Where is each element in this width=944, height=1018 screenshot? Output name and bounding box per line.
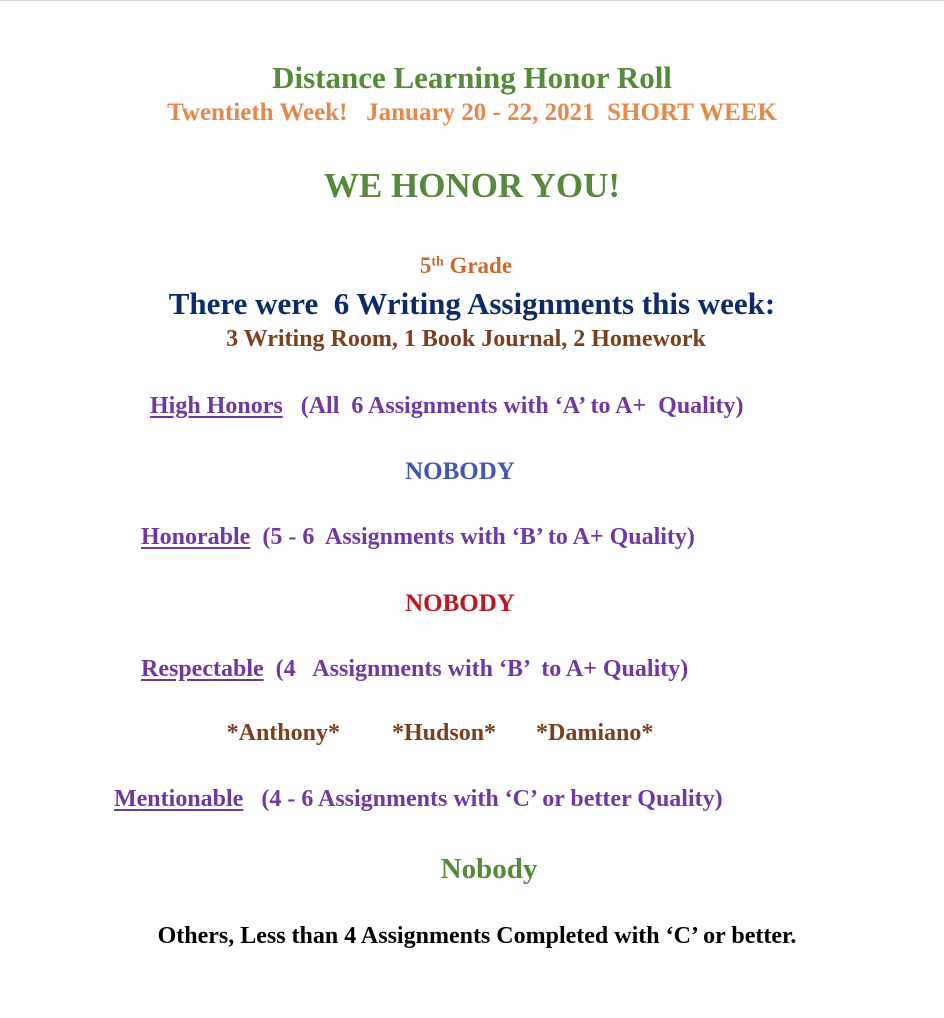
student-name: *Hudson*	[391, 720, 497, 746]
grade-label	[0, 254, 938, 277]
tier-high-result: NOBODY	[405, 458, 515, 485]
tier-high-criteria: (All 6 Assignments with ‘A’ to A+ Quality)	[282, 393, 744, 419]
tier-high-name: High Honors	[150, 393, 283, 419]
tier-honorable-name: Honorable	[141, 524, 251, 550]
assignment-count: There were 6 Writing Assignments this week:	[168, 286, 776, 321]
grade-suffix: th	[431, 253, 444, 269]
headline: WE HONOR YOU!	[323, 166, 621, 205]
assignment-breakdown: 3 Writing Room, 1 Book Journal, 2 Homework	[226, 326, 706, 352]
tier-respectable-criteria: (4 Assignments with ‘B’ to A+ Quality)	[263, 656, 689, 682]
others-note: Others, Less than 4 Assignments Completed with ‘C’ or better.	[157, 923, 797, 949]
page-title: Distance Learning Honor Roll	[272, 60, 672, 95]
week-subtitle: Twentieth Week! January 20 - 22, 2021 SHORT WEEK	[167, 99, 777, 126]
tier-high-honors	[150, 394, 744, 418]
top-border	[0, 0, 944, 1]
tier-respectable-name: Respectable	[141, 656, 264, 682]
tier-mentionable	[114, 787, 723, 811]
tier-honorable-criteria: (5 - 6 Assignments with ‘B’ to A+ Quality)	[250, 524, 695, 550]
tier-mentionable-result: Nobody	[440, 853, 538, 885]
tier-respectable	[141, 657, 688, 681]
tier-mentionable-criteria: (4 - 6 Assignments with ‘C’ or better Quality)	[243, 786, 723, 812]
tier-honorable	[141, 525, 695, 549]
tier-honorable-result: NOBODY	[405, 590, 515, 617]
student-name: *Anthony*	[226, 720, 340, 746]
tier-mentionable-name: Mentionable	[114, 786, 244, 812]
student-name: *Damiano*	[536, 720, 654, 746]
grade-number: 5	[419, 253, 432, 278]
respectable-names	[0, 721, 912, 745]
grade-word: Grade	[443, 253, 513, 278]
